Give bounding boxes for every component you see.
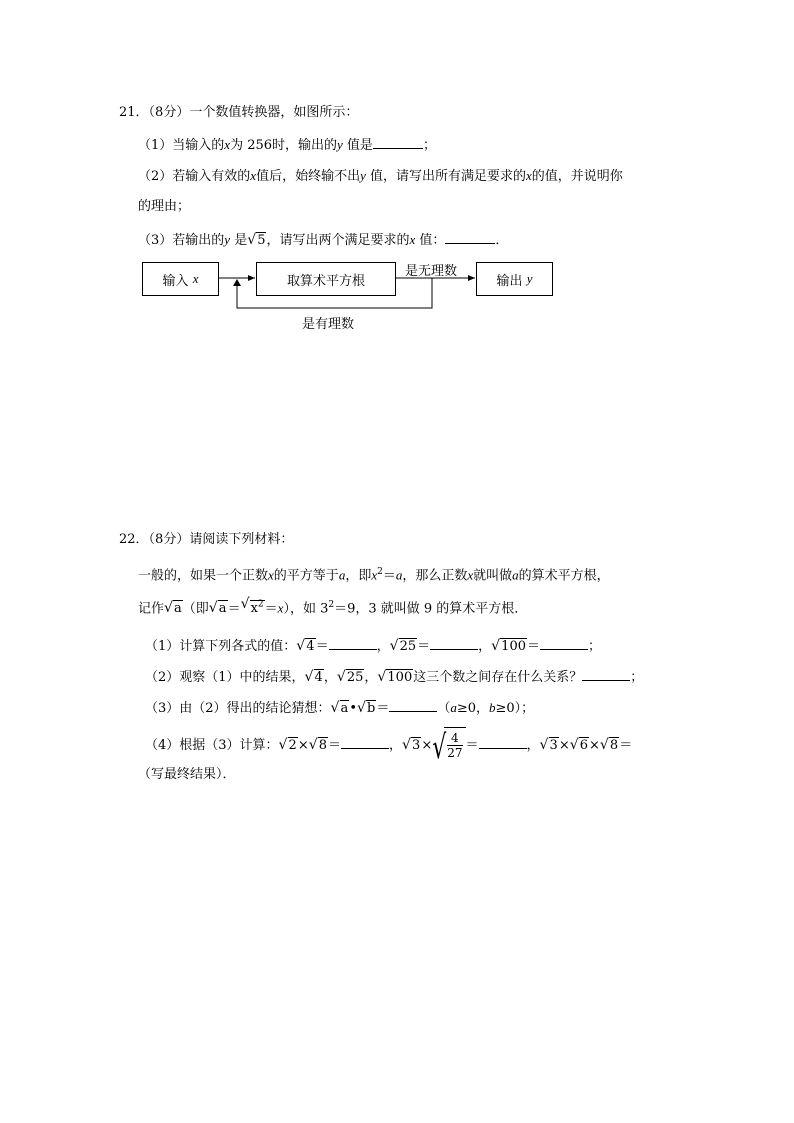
sqrt-25: √ 25 (337, 669, 365, 687)
q21-score: （8分） (148, 105, 190, 120)
sqrt-6: √ 6 (570, 728, 589, 764)
q21-part3-text: （3）若输出的 (138, 233, 225, 248)
fraction-numerator: √ 4 (451, 731, 459, 745)
text: 一般的，如果一个正数 (138, 568, 269, 584)
sqrt-b: √ b (357, 700, 376, 718)
q21-part2-cont (138, 198, 190, 216)
sqrt-3: √ 3 (540, 728, 559, 764)
q21-number: 21． (119, 105, 149, 120)
q22-material-line2 (138, 596, 527, 618)
answer-blank[interactable] (540, 636, 588, 650)
feedback-arrowhead (233, 279, 241, 286)
q21-part2-text-e: 的理由； (138, 199, 191, 214)
text: ，那么正数 (402, 568, 468, 584)
input-box (142, 262, 219, 296)
answer-blank[interactable] (373, 135, 423, 149)
q21-title (119, 104, 358, 122)
equals: ＝ (315, 639, 329, 654)
text: ≥0）； (495, 701, 535, 716)
answer-blank[interactable] (389, 698, 437, 712)
sqrt-2: √ 2 (279, 728, 298, 764)
text: （ (437, 701, 451, 716)
sqrt-4-over-27 (432, 727, 465, 764)
output-box (476, 262, 553, 296)
q21-part2 (138, 167, 623, 186)
q22-part4-cont (138, 766, 236, 784)
q21-part1-text-c: 值是 (342, 138, 373, 153)
text: ），如 3 (283, 601, 329, 617)
sqrt-100: √ 100 (491, 638, 527, 656)
var-x: x (268, 567, 274, 583)
text: （3）由（2）得出的结论猜想： (145, 701, 331, 716)
var-y: y (360, 168, 366, 183)
text: ≥0， (456, 701, 490, 716)
sqrt-100: √ 100 (377, 669, 413, 687)
q22-stem: 请阅读下列材料： (189, 532, 294, 547)
q22-part1 (145, 636, 601, 656)
text: ＝ (382, 568, 396, 584)
q21-part2-text-b: 值后，始终输不出 (256, 169, 361, 184)
sqrt-5: √ 5 (247, 232, 266, 250)
text: 的算术平方根， (518, 568, 610, 584)
punct: ； (422, 138, 436, 153)
sqrt-8: √ 8 (600, 728, 619, 764)
input-box-label: 输入 (162, 273, 189, 289)
var-x: x (224, 137, 231, 152)
var-x: x (526, 168, 532, 183)
punct: ； (630, 670, 644, 685)
equals: ＝ (417, 639, 431, 654)
equals: ＝ (328, 738, 342, 753)
times-operator: × (558, 738, 570, 753)
text: 记作 (138, 601, 165, 617)
answer-blank[interactable] (329, 636, 377, 650)
sqrt-4: √ 4 (305, 669, 324, 687)
q22-part3 (145, 698, 534, 718)
q21-part3 (138, 230, 508, 250)
rational-label: 是有理数 (302, 317, 355, 332)
text: （4）根据（3）计算： (145, 738, 279, 753)
equals: ＝ (619, 738, 633, 753)
q22-number: 22． (119, 532, 149, 547)
punct: ， (389, 738, 403, 753)
punct: ， (376, 639, 390, 654)
sqrt-a: √ a (209, 600, 228, 618)
var-x: x (277, 600, 284, 616)
fraction-denominator: 27 (447, 746, 463, 760)
punct: ， (364, 670, 378, 685)
text: （2）观察（1）中的结果， (145, 670, 305, 685)
q21-part1-text: （1）当输入的 (138, 138, 225, 153)
q21-stem: 一个数值转换器，如图所示： (189, 105, 359, 120)
var-a: a (512, 567, 519, 583)
q21-part1 (138, 135, 436, 155)
text: ＝ (264, 601, 278, 617)
sqrt-25: √ 25 (390, 638, 418, 656)
answer-blank[interactable] (582, 667, 630, 681)
sqrt-process-box (256, 262, 396, 296)
text: （1）计算下列各式的值： (145, 639, 297, 654)
punct: ， (478, 639, 492, 654)
var-x: x (250, 168, 257, 183)
punct: ； (588, 639, 602, 654)
times-operator: × (589, 738, 600, 753)
q21-part2-text-d: 的值，并说明你 (531, 169, 623, 184)
text: ，即 (345, 568, 372, 584)
sqrt-a: √ a (331, 700, 350, 718)
q21-part3-text-b: 是 (230, 233, 248, 248)
var-y: y (526, 271, 533, 286)
q22-title (119, 531, 293, 549)
equals: ＝ (465, 738, 479, 753)
answer-blank[interactable] (341, 735, 389, 749)
sqrt-3: √ 3 (402, 728, 421, 764)
var-a: a (338, 567, 346, 583)
sqrt-4: √ 4 (296, 638, 315, 656)
var-b: b (489, 700, 496, 715)
answer-blank[interactable] (430, 636, 478, 650)
q22-part4 (145, 727, 632, 764)
answer-blank[interactable] (479, 735, 527, 749)
var-a: a (395, 567, 403, 583)
var-x: x (467, 567, 474, 583)
sqrt-a: √ a (164, 600, 183, 618)
q22-score: （8分） (148, 532, 190, 547)
times-operator: × (297, 738, 309, 753)
text: （即 (182, 601, 209, 617)
irrational-label: 是无理数 (405, 264, 458, 279)
dot-operator: • (349, 701, 357, 716)
text: 的平方等于 (273, 568, 339, 584)
superscript: 2 (328, 600, 335, 610)
q21-part2-text: （2）若输入有效的 (138, 169, 251, 184)
punct: ． (495, 233, 509, 248)
equals: ＝ (376, 701, 390, 716)
var-y: y (337, 137, 343, 152)
text: 就叫做 (473, 568, 513, 584)
q22-material-line1 (138, 563, 610, 585)
q21-part2-text-c: 值，请写出所有满足要求的 (365, 169, 526, 184)
text: （写最终结果）． (138, 767, 236, 782)
text: ＝9，3 就叫做 9 的算术平方根． (334, 601, 528, 617)
sqrt-8: √ 8 (309, 728, 328, 764)
var-x: x (371, 567, 378, 583)
q22-part2 (145, 667, 643, 687)
var-y: y (224, 232, 231, 247)
var-a: a (450, 700, 457, 715)
var-x: x (409, 232, 416, 247)
answer-blank[interactable] (445, 230, 495, 244)
q21-part1-text-b: 为 256时，输出的 (230, 138, 338, 153)
q21-part3-text-d: 值： (415, 233, 446, 248)
sqrt-x-squared: √ $x^2$ (241, 596, 265, 618)
text: 这三个数之间存在什么关系？ (413, 670, 583, 685)
times-operator: × (421, 738, 433, 753)
text: ＝ (227, 601, 241, 617)
superscript: 2 (377, 567, 383, 577)
q21-part3-text-c: ，请写出两个满足要求的 (266, 233, 410, 248)
equals: ＝ (527, 639, 541, 654)
var-x: x (192, 271, 199, 286)
punct: ， (526, 738, 540, 753)
output-box-label: 输出 (496, 273, 523, 289)
punct: ， (323, 670, 337, 685)
process-box-label: 取算术平方根 (286, 273, 365, 289)
